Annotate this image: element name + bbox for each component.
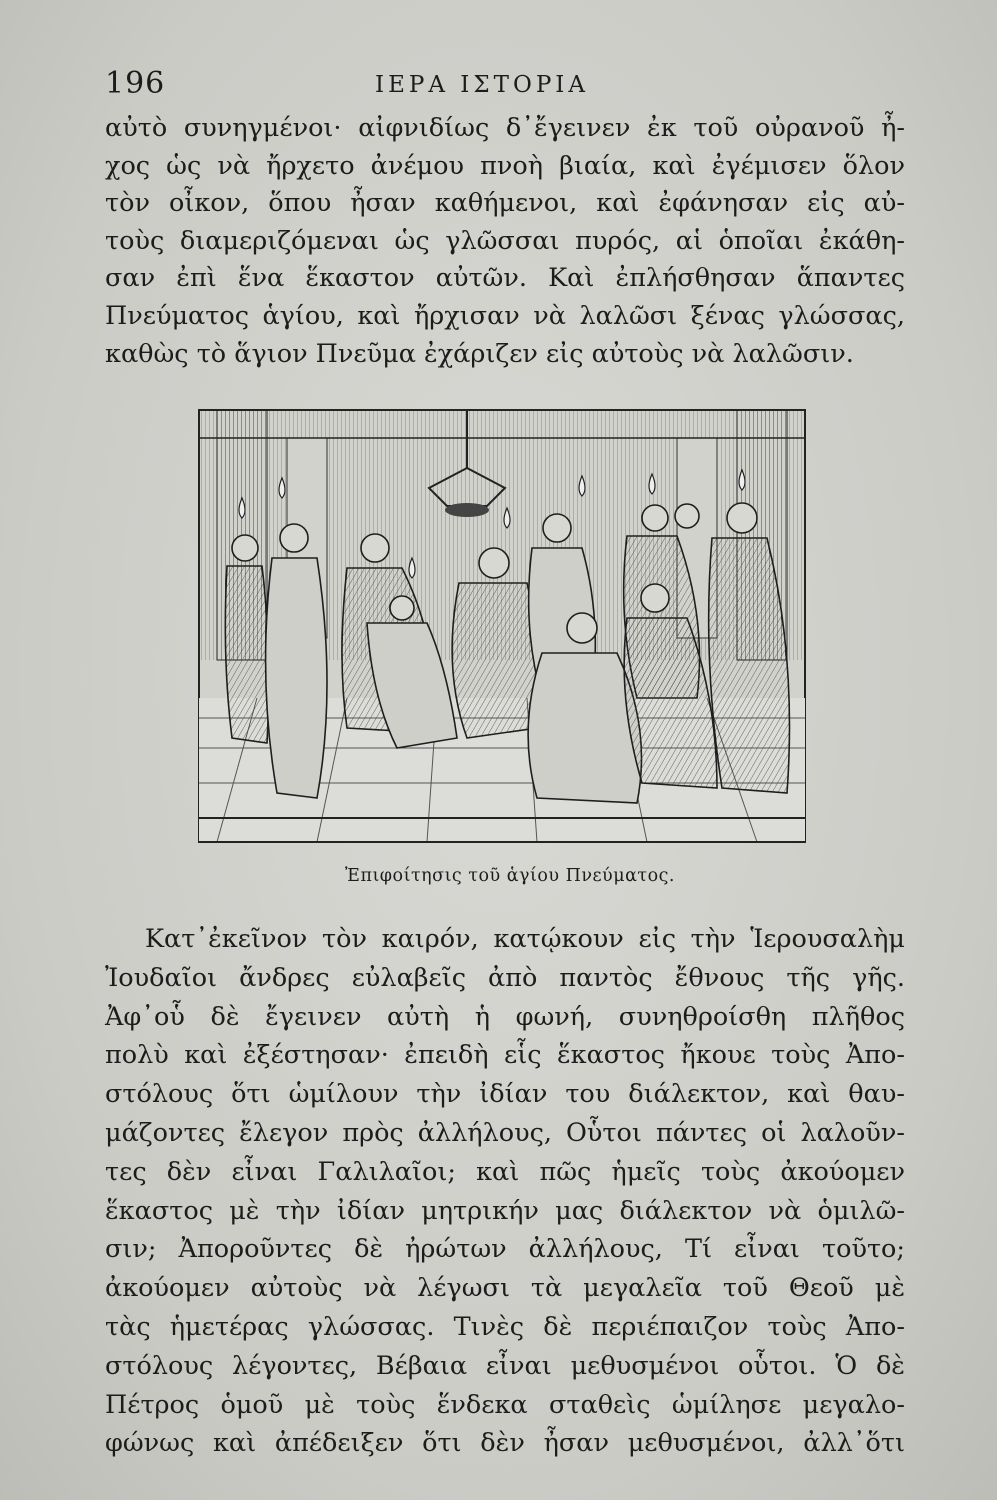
text-line: σιν; Ἀποροῦντες δὲ ἠρώτων ἀλλήλους, Τί εἶναι τοῦτο; (105, 1234, 905, 1265)
paragraph-2 (105, 920, 905, 1463)
text-line: Πέτρος ὁμοῦ μὲ τοὺς ἕνδεκα σταθεὶς ὡμίλησε μεγαλο- (105, 1389, 905, 1420)
text-line: τοὺς διαμεριζόμεναι ὡς γλῶσσαι πυρός, αἱ ὁποῖαι ἐκάθη- (105, 225, 905, 256)
text-line: καθὼς τὸ ἅγιον Πνεῦμα ἐχάριζεν εἰς αὐτοὺς νὰ λαλῶσιν. (105, 338, 854, 369)
text-line: πολὺ καὶ ἐξέστησαν· ἐπειδὴ εἷς ἕκαστος ἤκουε τοὺς Ἀπο- (105, 1040, 905, 1071)
text-line: στόλους ὅτι ὡμίλουν τὴν ἰδίαν του διάλεκτον, καὶ θαυ- (105, 1079, 905, 1110)
text-line: τὸν οἶκον, ὅπου ἦσαν καθήμενοι, καὶ ἐφάνησαν εἰς αὐ- (105, 188, 905, 219)
text-line: σαν ἐπὶ ἕνα ἕκαστον αὐτῶν. Καὶ ἐπλήσθησαν ἅπαντες (105, 263, 905, 294)
figure-caption: Ἐπιφοίτησις τοῦ ἁγίου Πνεύματος. (345, 866, 675, 886)
text-line: Κατ᾽ἐκεῖνον τὸν καιρόν, κατῴκουν εἰς τὴν Ἱερουσαλὴμ (145, 924, 905, 954)
text-line: στόλους λέγοντες, Βέβαια εἶναι μεθυσμένοι οὗτοι. Ὁ δὲ (105, 1350, 905, 1381)
text-line: τες δὲν εἶναι Γαλιλαῖοι; καὶ πῶς ἡμεῖς τοὺς ἀκούομεν (105, 1156, 905, 1187)
running-title: ΙΕΡΑ ΙΣΤΟΡΙΑ (375, 72, 589, 98)
text-line: ἀκούομεν αὐτοὺς νὰ λέγωσι τὰ μεγαλεῖα τοῦ Θεοῦ μὲ (105, 1273, 905, 1304)
text-line: τὰς ἡμετέρας γλώσσας. Τινὲς δὲ περιέπαιζον τοὺς Ἀπο- (105, 1311, 905, 1342)
text-line: μάζοντες ἔλεγον πρὸς ἀλλήλους, Οὗτοι πάντες οἱ λαλοῦν- (105, 1117, 905, 1148)
text-line: χος ὡς νὰ ἤρχετο ἀνέμου πνοὴ βιαία, καὶ ἐγέμισεν ὅλον (105, 150, 905, 181)
page-header (105, 66, 905, 106)
text-line: αὐτὸ συνηγμένοι· αἰφνιδίως δ᾽ἔγεινεν ἐκ τοῦ οὐρανοῦ ἦ- (105, 113, 905, 143)
text-line: Ἀφ᾽οὗ δὲ ἔγεινεν αὐτὴ ἡ φωνή, συνηθροίσθη πλῆθος (105, 1001, 905, 1032)
text-line: ἕκαστος μὲ τὴν ἰδίαν μητρικήν μας διάλεκτον νὰ ὁμιλῶ- (105, 1195, 905, 1226)
pentecost-engraving (197, 398, 809, 846)
text-line: φώνως καὶ ἀπέδειξεν ὅτι δὲν ἦσαν μεθυσμένοι, ἀλλ᾽ὅτι (105, 1428, 905, 1459)
text-line: Ἰουδαῖοι ἄνδρες εὐλαβεῖς ἀπὸ παντὸς ἔθνους τῆς γῆς. (105, 962, 905, 993)
page-number: 196 (105, 66, 166, 101)
text-line: Πνεύματος ἁγίου, καὶ ἤρχισαν νὰ λαλῶσι ξένας γλώσσας, (105, 300, 905, 331)
paragraph-1 (105, 110, 905, 373)
